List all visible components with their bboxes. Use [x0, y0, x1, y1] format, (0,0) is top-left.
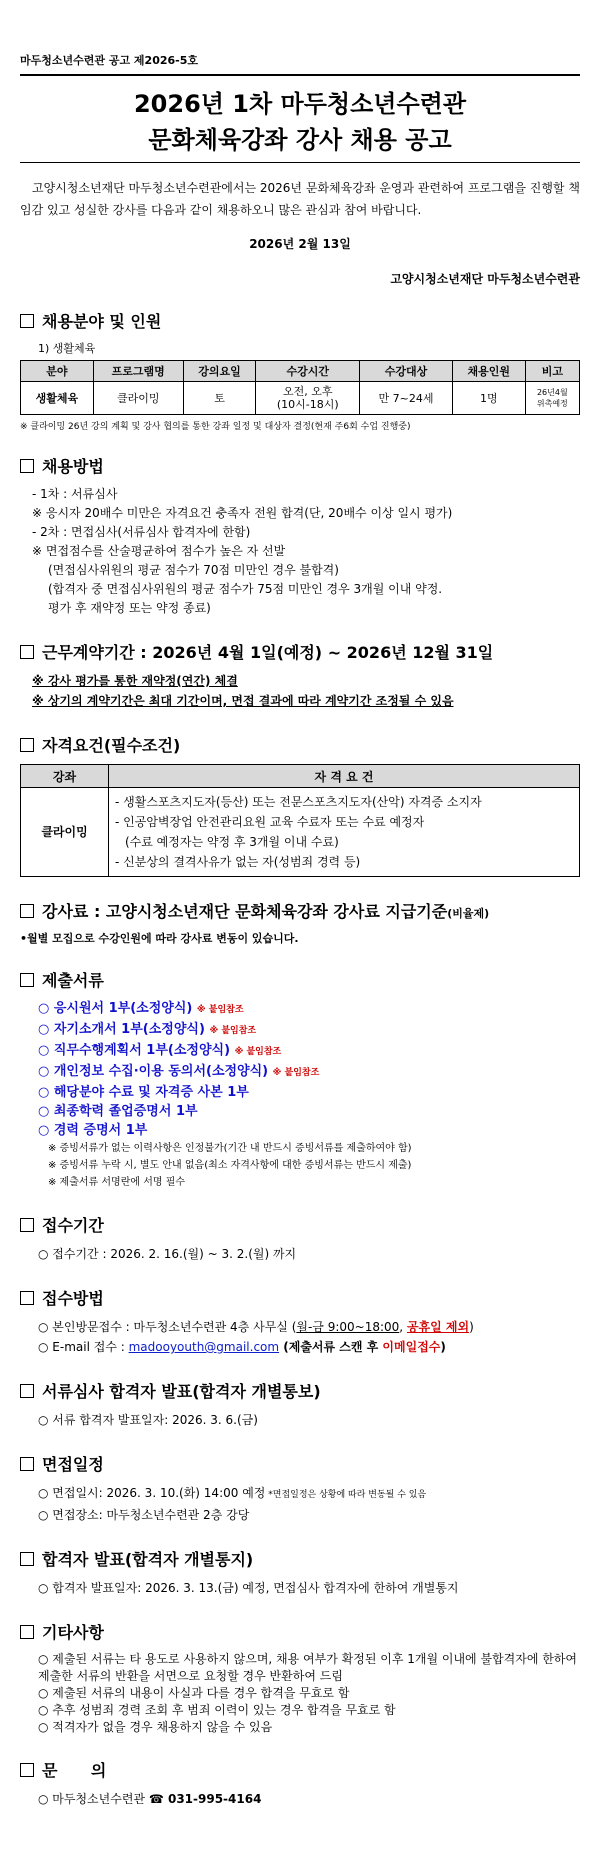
- checkbox-icon: [20, 645, 34, 659]
- section-doc-result: 서류심사 합격자 발표(합격자 개별통보): [20, 1379, 580, 1402]
- interview-place: ○ 면접장소: 마두청소년수련관 2층 강당: [38, 1508, 250, 1522]
- phone-number[interactable]: ☎ 031-995-4164: [148, 1792, 262, 1806]
- title-line-2: 문화체육강좌 강사 채용 공고: [148, 126, 452, 154]
- section-recruitment: 채용분야 및 인원: [20, 309, 580, 332]
- contract-note-1: ※ 강사 평가를 통한 재약정(연간) 체결: [32, 674, 238, 688]
- issuer: 고양시청소년재단 마두청소년수련관: [390, 272, 580, 286]
- checkbox-icon: [20, 973, 34, 987]
- section-method: 채용방법: [20, 454, 580, 477]
- etc-line: ○ 제출된 서류는 타 용도로 사용하지 않으며, 채용 여부가 확정된 이후 1개월 이내에 불합격자에 한하여 제출한 서류의 반환을 서면으로 요청할 경우 반환하여 드림: [38, 1652, 578, 1683]
- col-header: 프로그램명: [93, 361, 183, 382]
- email-link[interactable]: madooyouth@gmail.com: [128, 1340, 280, 1354]
- col-header: 자 격 요 건: [109, 765, 580, 788]
- line: ※ 응시자 20배수 미만은 자격요건 충족자 전원 합격(단, 20배수 이상 일시 평가): [32, 506, 453, 520]
- cell-note: 26년4월 위촉예정: [525, 382, 579, 415]
- method-lines: [32, 485, 580, 618]
- col-header: 강좌: [21, 765, 109, 788]
- cell-target: 만 7~24세: [360, 382, 453, 415]
- checkbox-icon: [20, 904, 34, 918]
- col-header: 비고: [525, 361, 579, 382]
- doc-result-line: ○ 서류 합격자 발표일자: 2026. 3. 6.(금): [38, 1413, 258, 1427]
- etc-line: ○ 적격자가 없을 경우 채용하지 않을 수 있음: [38, 1720, 273, 1734]
- fee-note: •월별 모집으로 수강인원에 따라 강사료 변동이 있습니다.: [20, 932, 299, 945]
- section-submission: 접수방법: [20, 1286, 580, 1309]
- title-line-1: 2026년 1차 마두청소년수련관: [133, 90, 467, 118]
- email-submission: ○ E-mail 접수 : madooyouth@gmail.com (제출서류 스캔 후 이메일접수): [38, 1340, 446, 1354]
- section-documents: 제출서류: [20, 968, 580, 991]
- section-contact: 문 의: [20, 1758, 580, 1781]
- document-list: [20, 999, 580, 1140]
- col-header: 수강시간: [256, 361, 360, 382]
- checkbox-icon: [20, 1218, 34, 1232]
- line: (합격자 중 면접심사위원의 평균 점수가 75점 미만인 경우 3개월 이내 약정.: [48, 582, 443, 596]
- checkbox-icon: [20, 1291, 34, 1305]
- checkbox-icon: [20, 738, 34, 752]
- doc-note: ※ 증빙서류가 없는 이력사항은 인정불가(기간 내 반드시 증빙서류를 제출하여야 함): [48, 1143, 412, 1154]
- title-rule: [20, 162, 580, 163]
- list-item: ○ 개인정보 수집·이용 동의서(소정양식) ※ 붙임참조: [38, 1064, 320, 1079]
- section-interview: 면접일정: [20, 1452, 580, 1475]
- etc-line: ○ 제출된 서류의 내용이 사실과 다를 경우 합격을 무효로 함: [38, 1686, 350, 1700]
- table-note: ※ 클라이밍 26년 강의 계획 및 강사 협의를 통한 강좌 일정 및 대상자 결정(현재 주6회 수업 진행중): [20, 422, 411, 432]
- announcement-page: [20, 0, 580, 1809]
- interview-date: ○ 면접일시: 2026. 3. 10.(화) 14:00 예정 *면접일정은 상황에 따라 변동될 수 있음: [38, 1486, 427, 1500]
- section-contract-period: 근무계약기간 : 2026년 4월 1일(예정) ~ 2026년 12월 31일: [20, 640, 580, 663]
- recruitment-table: [20, 360, 580, 415]
- section-etc: 기타사항: [20, 1620, 580, 1643]
- page-title: [20, 86, 580, 158]
- contact-line: ○ 마두청소년수련관 ☎ 031-995-4164: [38, 1792, 262, 1806]
- section-final-result: 합격자 발표(합격자 개별통지): [20, 1547, 580, 1570]
- col-header: 분야: [21, 361, 94, 382]
- cell-field: 생활체육: [21, 382, 94, 415]
- contract-note-2: ※ 상기의 계약기간은 최대 기간이며, 면접 결과에 따라 계약기간 조정될 수 있음: [32, 694, 454, 708]
- qualification-table: [20, 764, 580, 877]
- cell-course: 클라이밍: [21, 788, 109, 877]
- checkbox-icon: [20, 1384, 34, 1398]
- section-period: 접수기간: [20, 1213, 580, 1236]
- final-result-line: ○ 합격자 발표일자: 2026. 3. 13.(금) 예정, 면접심사 합격자에 한하여 개별통지: [38, 1581, 459, 1595]
- line: 평가 후 재약정 또는 약정 종료): [48, 601, 211, 615]
- list-item: ○ 자기소개서 1부(소정양식) ※ 붙임참조: [38, 1022, 257, 1037]
- sub-heading: 1) 생활체육: [38, 342, 96, 355]
- etc-line: ○ 추후 성범죄 경력 조회 후 범죄 이력이 있는 경우 합격을 무효로 함: [38, 1703, 396, 1717]
- notice-date: 2026년 2월 13일: [249, 237, 351, 251]
- line: ※ 면접점수를 산술평균하여 점수가 높은 자 선발: [32, 544, 286, 558]
- table-row: [21, 382, 580, 415]
- section-fee: 강사료 : 고양시청소년재단 문화체육강좌 강사료 지급기준(비율제): [20, 899, 580, 922]
- checkbox-icon: [20, 459, 34, 473]
- section-qualifications: 자격요건(필수조건): [20, 733, 580, 756]
- col-header: 강의요일: [183, 361, 256, 382]
- cell-requirements: - 생활스포츠지도자(등산) 또는 전문스포츠지도자(산악) 자격증 소지자 - 인공암벽장업 안전관리요원 교육 수료자 또는 수료 예정자 (수료 예정자는 약정 후 3개월 이내 수료) - 신분상의 결격사유가 없는 자(성범죄 경력 등): [109, 788, 580, 877]
- col-header: 채용인원: [452, 361, 525, 382]
- table-row: [21, 788, 580, 877]
- visit-submission: ○ 본인방문접수 : 마두청소년수련관 4층 사무실 (월-금 9:00~18:00, 공휴일 제외): [38, 1320, 474, 1334]
- list-item: ○ 직무수행계획서 1부(소정양식) ※ 붙임참조: [38, 1043, 282, 1058]
- document-number: 마두청소년수련관 공고 제2026-5호: [20, 54, 199, 67]
- list-item: ○ 해당분야 수료 및 자격증 사본 1부: [38, 1085, 249, 1100]
- checkbox-icon: [20, 314, 34, 328]
- line: - 1차 : 서류심사: [32, 487, 118, 501]
- checkbox-icon: [20, 1625, 34, 1639]
- checkbox-icon: [20, 1552, 34, 1566]
- list-item: ○ 응시원서 1부(소정양식) ※ 붙임참조: [38, 1001, 244, 1016]
- intro-text: 고양시청소년재단 마두청소년수련관에서는 2026년 문화체육강좌 운영과 관련하여 프로그램을 진행할 책임감 있고 성실한 강사를 다음과 같이 채용하오니 많은 관심과 참여 바랍니다.: [20, 181, 580, 217]
- cell-time: 오전, 오후 (10시-18시): [256, 382, 360, 415]
- top-rule: [20, 74, 580, 76]
- cell-program: 클라이밍: [93, 382, 183, 415]
- doc-note: ※ 증빙서류 누락 시, 별도 안내 없음(최소 자격사항에 대한 증빙서류는 반드시 제출): [48, 1160, 412, 1171]
- checkbox-icon: [20, 1457, 34, 1471]
- list-item: ○ 경력 증명서 1부: [38, 1123, 148, 1138]
- cell-day: 토: [183, 382, 256, 415]
- cell-count: 1명: [452, 382, 525, 415]
- line: - 2차 : 면접심사(서류심사 합격자에 한함): [32, 525, 251, 539]
- list-item: ○ 최종학력 졸업증명서 1부: [38, 1104, 198, 1119]
- line: (면접심사위원의 평균 점수가 70점 미만인 경우 불합격): [48, 563, 339, 577]
- doc-note: ※ 제출서류 서명란에 서명 필수: [48, 1177, 186, 1188]
- period-line: ○ 접수기간 : 2026. 2. 16.(월) ~ 3. 2.(월) 까지: [38, 1247, 297, 1261]
- col-header: 수강대상: [360, 361, 453, 382]
- checkbox-icon: [20, 1763, 34, 1777]
